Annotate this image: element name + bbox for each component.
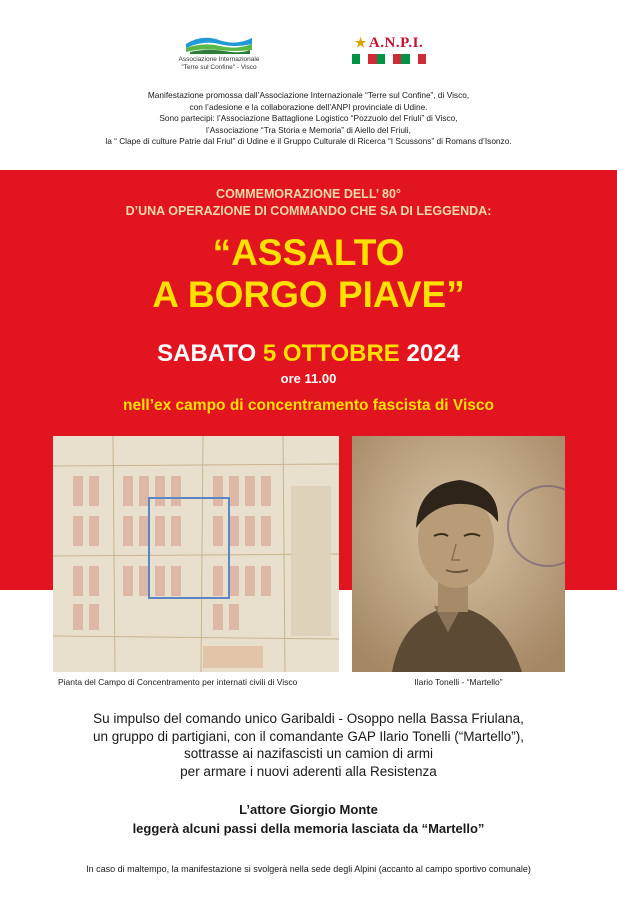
logos-row <box>0 30 617 82</box>
story-line: Su impulso del comando unico Garibaldi - Osoppo nella Bassa Friulana, <box>93 711 524 726</box>
landscape-logo-icon <box>184 30 254 56</box>
event-headline <box>0 186 617 220</box>
map-caption: Pianta del Campo di Concentramento per internati civili di Visco <box>58 677 298 687</box>
story-text <box>0 710 617 780</box>
headline-line-2: D’UNA OPERAZIONE DI COMMANDO CHE SA DI LEGGENDA: <box>125 204 492 218</box>
event-title <box>0 232 617 316</box>
association-logo <box>176 30 262 72</box>
actor-announcement <box>0 800 617 838</box>
actor-line-2: leggerà alcuni passi della memoria lasciata da “Martello” <box>132 821 485 836</box>
event-time: ore 11.00 <box>280 371 337 386</box>
story-line: sottrasse ai nazifascisti un camion di armi <box>183 746 434 761</box>
event-place: nell’ex campo di concentramento fascista di Visco <box>123 397 494 414</box>
anpi-logo-text: A.N.P.I. <box>368 34 424 51</box>
italian-flag-stripe <box>352 54 426 64</box>
date-year: 2024 <box>406 340 460 367</box>
story-line: per armare i nuovi aderenti alla Resistenza <box>180 763 437 779</box>
date-weekday: SABATO <box>157 340 257 367</box>
weather-footnote: In caso di maltempo, la manifestazione si svolgerà nella sede degli Alpini (accanto al campo sportivo comunale) <box>86 864 531 874</box>
title-line-2: A BORGO PIAVE” <box>152 274 465 315</box>
intro-line: l’Associazione “Tra Storia e Memoria” di Aiello del Friuli, <box>206 124 411 135</box>
intro-line: Manifestazione promossa dall’Associazione Internazionale “Terre sul Confine”, di Visco, <box>147 90 470 100</box>
association-logo-name: Associazione Internazionale <box>178 56 260 63</box>
ilario-tonelli-portrait <box>352 436 565 672</box>
title-line-1: “ASSALTO <box>212 232 405 273</box>
portrait-caption: Ilario Tonelli - “Martello” <box>414 677 503 687</box>
intro-line: Sono partecipi: l’Associazione Battaglione Logistico “Pozzuolo del Friuli” di Visco, <box>159 113 458 124</box>
camp-map-image <box>53 436 339 672</box>
intro-text <box>0 90 617 148</box>
intro-line: con l’adesione e la collaborazione dell’ANPI provinciale di Udine. <box>189 101 428 112</box>
headline-line-1: COMMEMORAZIONE DELL’ 80° <box>216 187 401 201</box>
actor-line-1: L’attore Giorgio Monte <box>239 802 378 817</box>
intro-line: la “ Clape di culture Patrie dal Friul” di Udine e il Gruppo Culturale di Ricerca “I Scussons” di Romans d’Isonzo. <box>105 136 512 147</box>
anpi-star-icon: ★ <box>354 35 367 50</box>
anpi-logo <box>352 34 426 64</box>
story-line: un gruppo di partigiani, con il comandante GAP Ilario Tonelli (“Martello”), <box>93 728 524 744</box>
event-date <box>0 340 617 368</box>
date-day-month: 5 OTTOBRE <box>262 340 400 367</box>
association-logo-subtitle: "Terre sul Confine" - Visco <box>181 64 257 71</box>
